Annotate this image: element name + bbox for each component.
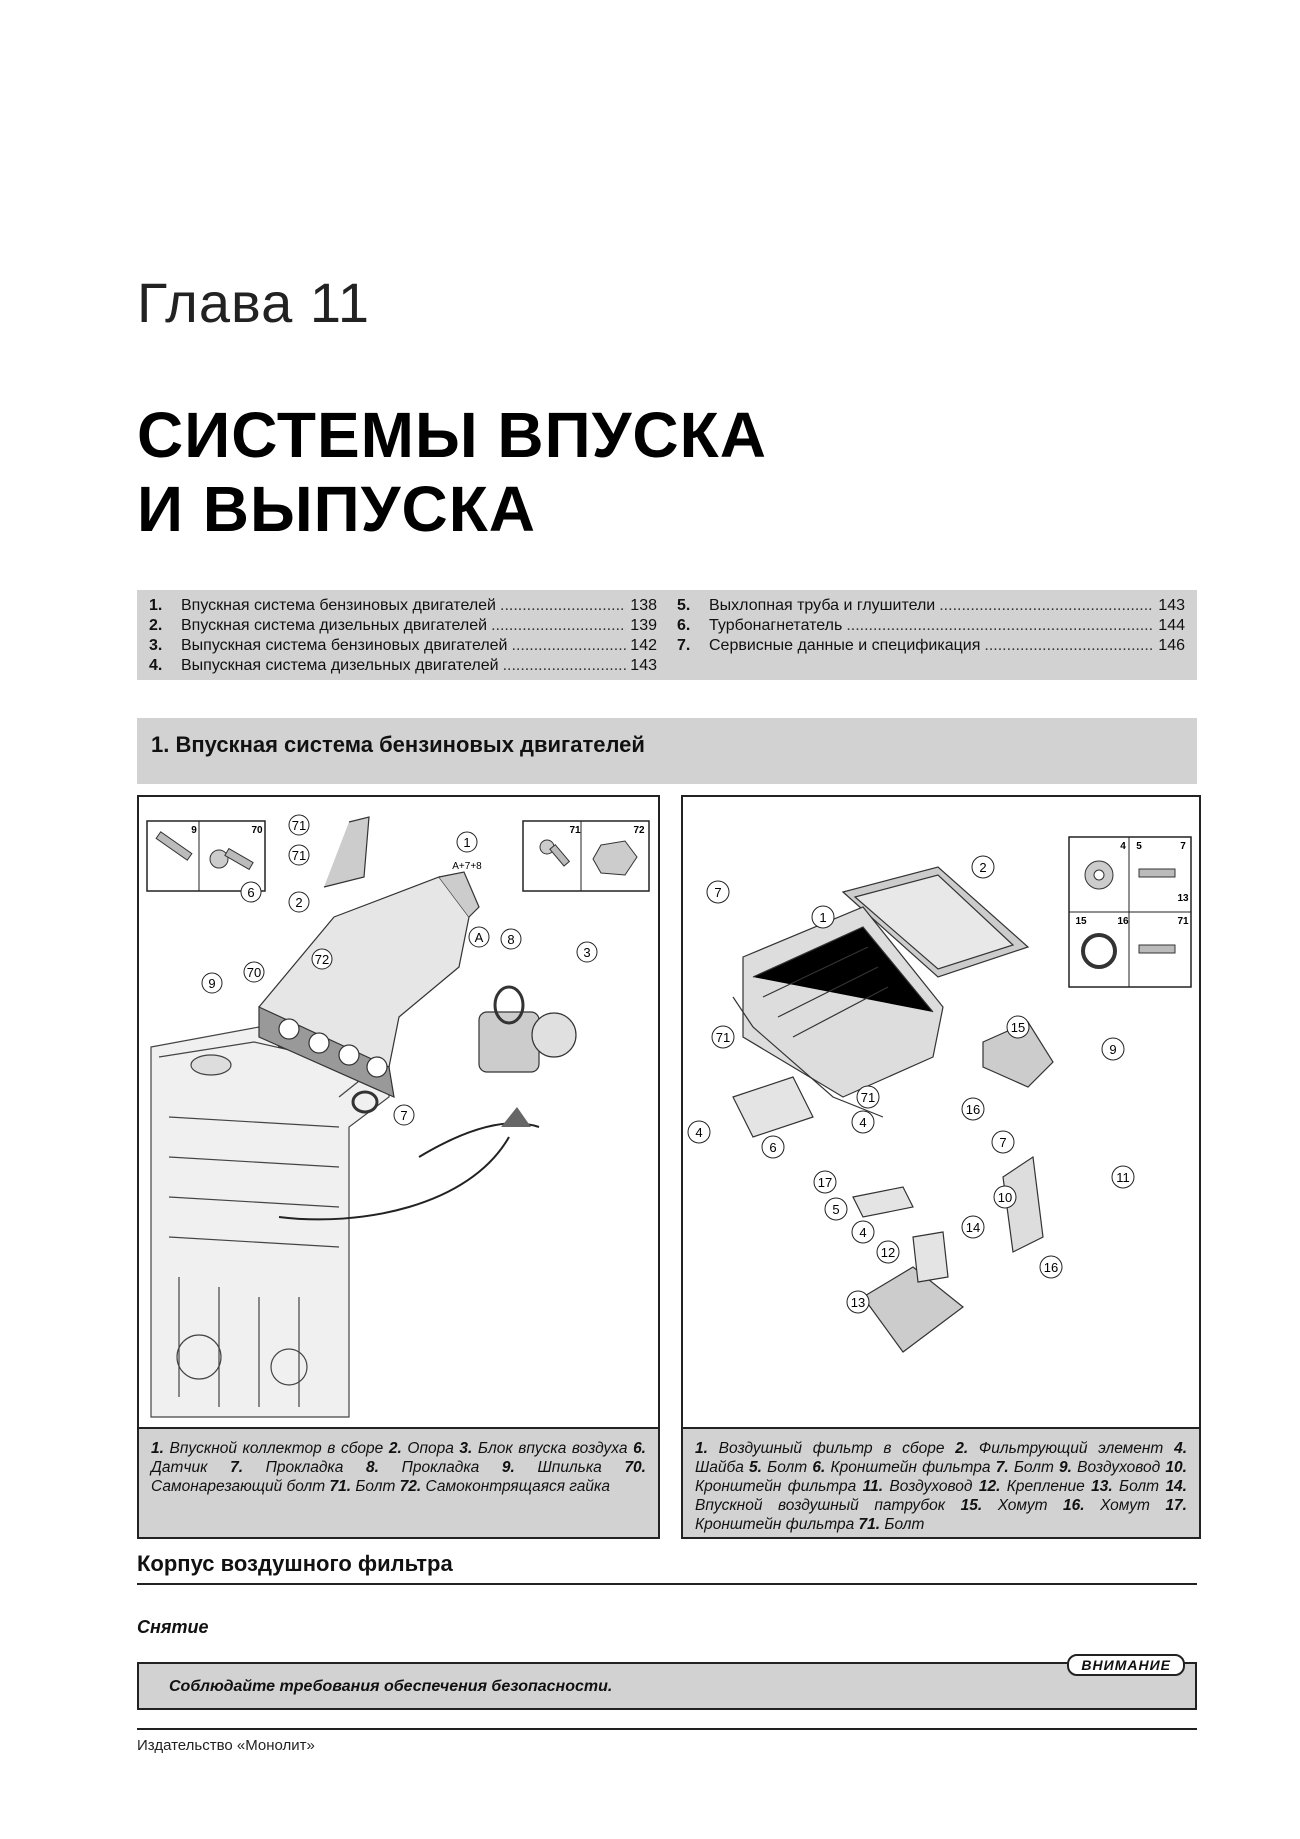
toc-page: 138 (630, 597, 657, 614)
callout-6 (762, 1136, 784, 1158)
svg-text:A: A (474, 930, 484, 945)
svg-text:9: 9 (208, 976, 216, 991)
figure-left-caption (139, 1427, 658, 1537)
svg-text:13: 13 (850, 1295, 866, 1310)
caption-number: 6. (812, 1459, 826, 1476)
svg-text:15: 15 (1010, 1020, 1026, 1035)
svg-text:16: 16 (1117, 916, 1129, 927)
svg-text:6: 6 (247, 885, 255, 900)
svg-text:72: 72 (633, 825, 645, 836)
toc-title: Впускная система бензиновых двигателей (181, 597, 496, 614)
toc-entry (149, 616, 657, 636)
toc-number: 2. (149, 617, 163, 634)
caption-number: 16. (1063, 1497, 1085, 1514)
toc-entry (149, 656, 657, 676)
caption-number: 1. (695, 1440, 708, 1457)
caption-text: Самоконтрящаяся гайка (421, 1478, 610, 1495)
air-filter-diagram (683, 797, 1199, 1427)
svg-text:5: 5 (832, 1202, 840, 1217)
caption-text: Воздушный фильтр в сборе (707, 1440, 956, 1457)
chapter-title-line2: И ВЫПУСКА (137, 473, 536, 545)
toc-entry (149, 596, 657, 616)
procedure-heading: Снятие (137, 1617, 209, 1637)
svg-text:6: 6 (769, 1140, 777, 1155)
toc-title: Турбонагнетатель (709, 617, 843, 634)
fastener-inset (1069, 837, 1191, 987)
footer-divider (137, 1728, 1197, 1730)
toc-title: Выпускная система бензиновых двигателей (181, 637, 508, 654)
callout-17 (814, 1171, 836, 1193)
svg-text:14: 14 (965, 1220, 981, 1235)
svg-text:16: 16 (965, 1102, 981, 1117)
toc-number: 4. (149, 657, 163, 674)
toc-leader (939, 596, 1154, 616)
svg-text:70: 70 (246, 965, 262, 980)
callout-6 (241, 882, 261, 902)
callout-70 (244, 962, 264, 982)
caption-number: 5. (749, 1459, 762, 1476)
toc-right-column (677, 596, 1185, 656)
warning-badge: ВНИМАНИЕ (1067, 1654, 1185, 1676)
svg-text:71: 71 (860, 1090, 876, 1105)
svg-text:71: 71 (715, 1030, 731, 1045)
caption-text: Болт (1112, 1478, 1166, 1495)
svg-text:12: 12 (880, 1245, 896, 1260)
subsection-title: Корпус воздушного фильтра (137, 1551, 1197, 1585)
callout-A (469, 927, 489, 947)
svg-text:7: 7 (400, 1108, 408, 1123)
toc-entry (677, 636, 1185, 656)
toc-leader (491, 616, 626, 636)
toc-leader (512, 636, 627, 656)
svg-text:3: 3 (583, 945, 591, 960)
figure-air-filter (681, 795, 1201, 1539)
toc-number: 7. (677, 637, 691, 654)
caption-number: 9. (1059, 1459, 1072, 1476)
fastener-inset-right (523, 821, 649, 891)
caption-text: Впускной коллектор в сборе (163, 1440, 389, 1457)
svg-text:4: 4 (859, 1225, 867, 1240)
caption-text: Хомут (1084, 1497, 1166, 1514)
caption-number: 71. (329, 1478, 352, 1495)
caption-text: Шпилька (514, 1459, 625, 1476)
toc-number: 6. (677, 617, 691, 634)
svg-text:2: 2 (295, 895, 303, 910)
callout-11 (1112, 1166, 1134, 1188)
caption-number: 15. (960, 1497, 983, 1514)
bracket-drawing (733, 1077, 948, 1282)
svg-text:11: 11 (1116, 1170, 1130, 1185)
svg-text:8: 8 (507, 932, 515, 947)
svg-text:13: 13 (1177, 893, 1189, 904)
callout-2 (289, 892, 309, 912)
svg-text:9: 9 (1109, 1042, 1117, 1057)
caption-text: Блок впуска воздуха (472, 1440, 634, 1457)
caption-text: Кронштейн фильтра (695, 1478, 863, 1495)
callout-71b (857, 1086, 879, 1108)
caption-text: Кронштейн фильтра (825, 1459, 996, 1476)
callout-15 (1007, 1016, 1029, 1038)
caption-text: Болт (880, 1516, 925, 1533)
intake-manifold-diagram (139, 797, 658, 1427)
caption-number: 17. (1165, 1497, 1187, 1514)
callout-3 (577, 942, 597, 962)
svg-text:71: 71 (291, 818, 307, 833)
caption-text: Шайба (695, 1459, 750, 1476)
caption-number: 14. (1165, 1478, 1187, 1495)
toc-page: 146 (1158, 637, 1185, 654)
caption-text: Датчик (151, 1459, 231, 1476)
caption-text: Воздуховод (883, 1478, 979, 1495)
svg-text:1: 1 (463, 835, 471, 850)
caption-text: Впускной воздушный патрубок (695, 1497, 961, 1514)
callout-4a (688, 1121, 710, 1143)
callout-4b (852, 1111, 874, 1133)
caption-number: 7. (230, 1459, 244, 1476)
toc-page: 144 (1158, 617, 1185, 634)
caption-number: 1. (151, 1440, 164, 1457)
caption-number: 11. (862, 1478, 884, 1495)
toc-entry (677, 616, 1185, 636)
callout-7b (992, 1131, 1014, 1153)
figure-right-caption (683, 1427, 1199, 1537)
toc-title: Выпускная система дизельных двигателей (181, 657, 499, 674)
svg-text:70: 70 (251, 825, 263, 836)
table-of-contents (137, 590, 1197, 680)
caption-text: Болт (351, 1478, 400, 1495)
svg-text:2: 2 (979, 860, 987, 875)
caption-text: Воздуховод (1071, 1459, 1166, 1476)
caption-text: Опора (401, 1440, 460, 1457)
warning-box (137, 1657, 1197, 1710)
callout-10 (994, 1186, 1016, 1208)
caption-number: 13. (1091, 1478, 1113, 1495)
svg-text:71: 71 (1177, 916, 1189, 927)
toc-left-column (149, 596, 657, 676)
toc-page: 142 (630, 637, 657, 654)
svg-text:7: 7 (1180, 841, 1186, 852)
caption-number: 72. (399, 1478, 422, 1495)
svg-text:15: 15 (1075, 916, 1087, 927)
caption-number: 4. (1174, 1440, 1188, 1457)
toc-title: Впускная система дизельных двигателей (181, 617, 488, 634)
svg-text:9: 9 (191, 825, 197, 836)
engine-block-drawing (151, 1027, 389, 1417)
svg-text:4: 4 (1120, 841, 1126, 852)
callout-9 (202, 973, 222, 993)
svg-text:7: 7 (999, 1135, 1007, 1150)
caption-text: Болт (761, 1459, 813, 1476)
caption-number: 10. (1165, 1459, 1187, 1476)
toc-title: Выхлопная труба и глушители (709, 597, 936, 614)
caption-number: 6. (633, 1440, 646, 1457)
callout-12 (877, 1241, 899, 1263)
caption-text: Прокладка (378, 1459, 502, 1476)
caption-number: 2. (955, 1440, 969, 1457)
callout-1 (812, 906, 834, 928)
section-title: 1. Впускная система бензиновых двигателей (151, 732, 645, 757)
callout-72 (312, 949, 332, 969)
chapter-label: Глава 11 (137, 271, 370, 334)
fastener-inset-left (147, 821, 265, 891)
svg-text:71: 71 (569, 825, 581, 836)
callout-1 (457, 832, 477, 852)
svg-text:7: 7 (714, 885, 722, 900)
svg-text:10: 10 (997, 1190, 1013, 1205)
figure-intake-manifold (137, 795, 660, 1539)
callout-71a (289, 815, 309, 835)
caption-number: 8. (366, 1459, 379, 1476)
toc-entry (677, 596, 1185, 616)
caption-number: 7. (995, 1459, 1009, 1476)
callout-7 (394, 1105, 414, 1125)
toc-leader (846, 616, 1154, 636)
svg-text:4: 4 (695, 1125, 703, 1140)
callout-13 (962, 1216, 984, 1238)
toc-page: 139 (630, 617, 657, 634)
svg-text:71: 71 (291, 848, 307, 863)
svg-text:17: 17 (817, 1175, 833, 1190)
svg-text:5: 5 (1136, 841, 1142, 852)
callout-16b (1040, 1256, 1062, 1278)
chapter-title (137, 398, 767, 546)
callout-2 (972, 856, 994, 878)
callout-14 (847, 1291, 869, 1313)
callout-71b (289, 845, 309, 865)
caption-number: 71. (858, 1516, 881, 1533)
publisher-footer: Издательство «Монолит» (137, 1737, 315, 1754)
toc-number: 3. (149, 637, 163, 654)
toc-page: 143 (1158, 597, 1185, 614)
callout-5 (825, 1198, 847, 1220)
callout-9 (1102, 1038, 1124, 1060)
caption-number: 2. (388, 1440, 402, 1457)
caption-number: 9. (501, 1459, 515, 1476)
toc-leader (984, 636, 1154, 656)
warning-text: Соблюдайте требования обеспечения безопасности. (169, 1678, 613, 1695)
callout-7a (707, 881, 729, 903)
callout-8 (501, 929, 521, 949)
caption-number: 70. (624, 1459, 646, 1476)
callout-71a (712, 1026, 734, 1048)
caption-text: Фильтрующий элемент (968, 1440, 1175, 1457)
caption-text: Хомут (982, 1497, 1064, 1514)
chapter-title-line1: СИСТЕМЫ ВПУСКА (137, 399, 767, 471)
assembly-formula: A+7+8 (452, 861, 482, 872)
callout-4c (852, 1221, 874, 1243)
caption-text: Крепление (1000, 1478, 1092, 1495)
svg-text:72: 72 (314, 952, 330, 967)
toc-number: 5. (677, 597, 691, 614)
svg-text:1: 1 (819, 910, 827, 925)
svg-text:16: 16 (1043, 1260, 1059, 1275)
caption-number: 12. (978, 1478, 1001, 1495)
caption-text: Кронштейн фильтра (695, 1516, 859, 1533)
caption-text: Самонарезающий болт (151, 1478, 330, 1495)
toc-entry (149, 636, 657, 656)
toc-leader (500, 596, 626, 616)
toc-page: 143 (630, 657, 657, 674)
caption-number: 3. (459, 1440, 473, 1457)
caption-text: Болт (1008, 1459, 1060, 1476)
toc-number: 1. (149, 597, 163, 614)
toc-title: Сервисные данные и спецификация (709, 637, 981, 654)
caption-text: Прокладка (243, 1459, 366, 1476)
section-header (137, 718, 1197, 784)
toc-leader (503, 656, 627, 676)
callout-16a (962, 1098, 984, 1120)
svg-text:4: 4 (859, 1115, 867, 1130)
